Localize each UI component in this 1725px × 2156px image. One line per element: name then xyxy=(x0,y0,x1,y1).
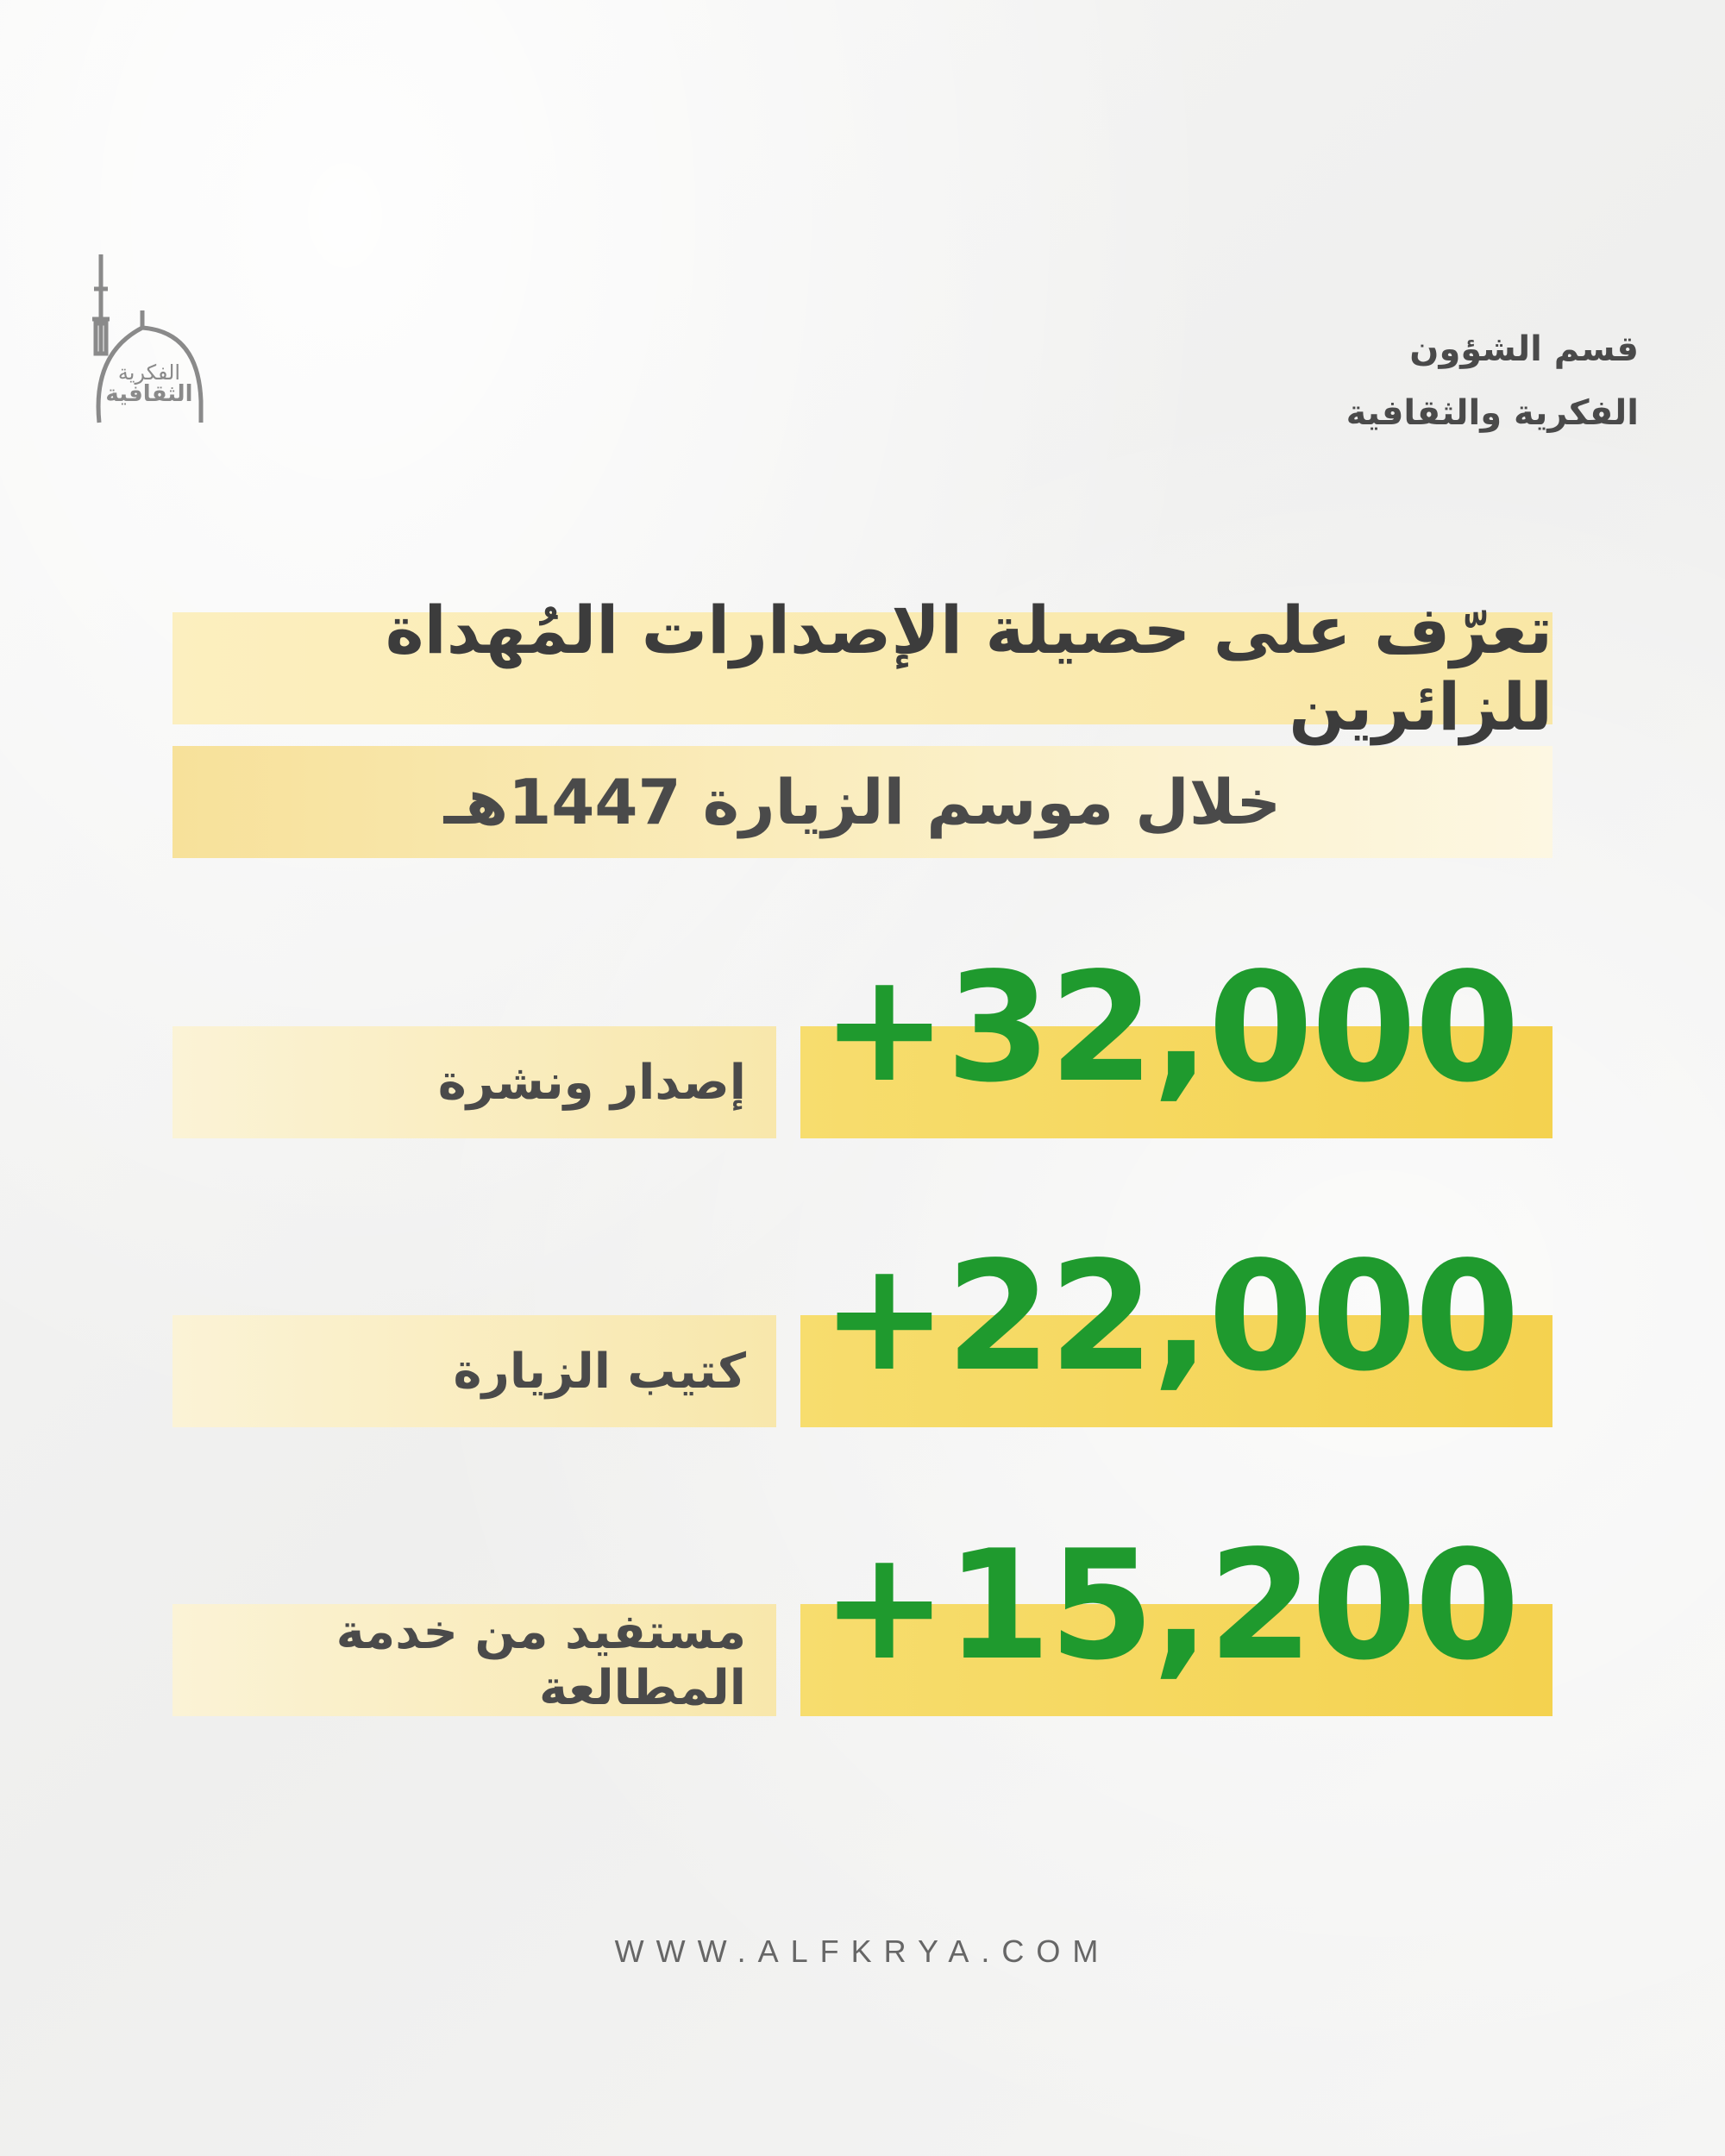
title-line-1: تعرّف على حصيلة الإصدارات المُهداة للزائرين xyxy=(385,592,1552,745)
stat-label: كتيب الزيارة xyxy=(453,1343,746,1400)
title-band-1 xyxy=(172,592,1552,745)
stat-value: +22,000 xyxy=(821,1230,1518,1405)
stat-label: إصدار ونشرة xyxy=(437,1054,746,1111)
stat-row-publications xyxy=(172,941,1552,1138)
stat-value-box xyxy=(800,941,1552,1138)
brand-logo xyxy=(82,250,211,431)
department-line-2: الفكرية والثقافية xyxy=(1346,393,1639,433)
stat-row-reading-beneficiaries xyxy=(172,1519,1552,1716)
stat-value: +32,000 xyxy=(821,941,1518,1116)
stat-label-box xyxy=(172,1604,776,1716)
logo-text: الثقافية xyxy=(105,381,193,407)
website-url[interactable]: WWW.ALFKRYA.COM xyxy=(614,1934,1111,1969)
stat-label-box xyxy=(172,1315,776,1427)
stat-label-box xyxy=(172,1026,776,1138)
title-line-2: خلال موسم الزيارة 1447هـ xyxy=(443,766,1282,838)
stat-label: مستفيد من خدمة المطالعة xyxy=(336,1604,746,1716)
svg-text:الفكرية: الفكرية xyxy=(117,360,181,385)
stat-value: +15,200 xyxy=(821,1519,1518,1694)
minaret-dome-logo-icon xyxy=(82,250,211,431)
title-band-2 xyxy=(172,746,1552,858)
department-name xyxy=(1346,317,1639,445)
stat-row-booklets xyxy=(172,1230,1552,1427)
department-line-1: قسم الشؤون xyxy=(1409,329,1639,369)
stat-value-box xyxy=(800,1230,1552,1427)
stat-value-box xyxy=(800,1519,1552,1716)
